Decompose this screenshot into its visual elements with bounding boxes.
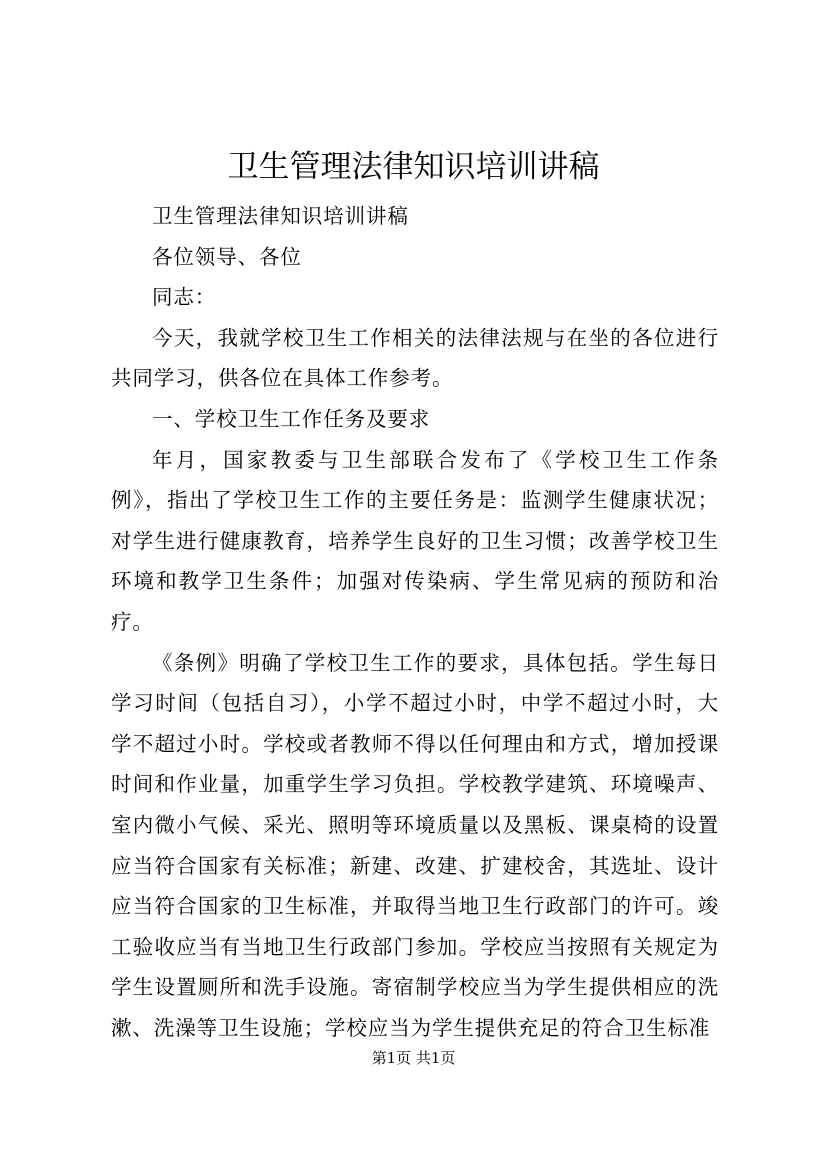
document-title: 卫生管理法律知识培训讲稿 [227,149,600,185]
paragraph-tasks: 年月，国家教委与卫生部联合发布了《学校卫生工作条例》，指出了学校卫生工作的主要任务是：监测学生健康状况；对学生进行健康教育，培养学生良好的卫生习惯；改善学校卫生环境和教学卫生条件；加强对传染病、学生常见病的预防和治疗。 [111,447,719,634]
page-footer: 第1页 共1页 [371,1049,456,1067]
document-body [111,196,719,1048]
paragraph-requirements: 《条例》明确了学校卫生工作的要求，具体包括。学生每日学习时间（包括自习），小学不超过小时，中学不超过小时，大学不超过小时。学校或者教师不得以任何理由和方式，增加授课时间和作业量，加重学生学习负担。学校教学建筑、环境噪声、室内微小气候、采光、照明等环境质量以及黑板、课桌椅的设置应当符合国家有关标准；新建、改建、扩建校舍，其选址、设计应当符合国家的卫生标准，并取得当地卫生行政部门的许可。竣工验收应当有当地卫生行政部门参加。学校应当按照有关规定为学生设置厕所和洗手设施。寄宿制学校应当为学生提供相应的洗漱、洗澡等卫生设施；学校应当为学生提供充足的符合卫生标准 [111,650,719,1040]
paragraph-salutation-cont: 同志： [152,285,217,310]
paragraph-salutation: 各位领导、各位 [152,244,302,269]
section-heading: 一、学校卫生工作任务及要求 [152,406,431,431]
paragraph-heading-repeat: 卫生管理法律知识培训讲稿 [152,204,409,228]
paragraph-intro: 今天，我就学校卫生工作相关的法律法规与在坐的各位进行共同学习，供各位在具体工作参考。 [111,325,719,391]
